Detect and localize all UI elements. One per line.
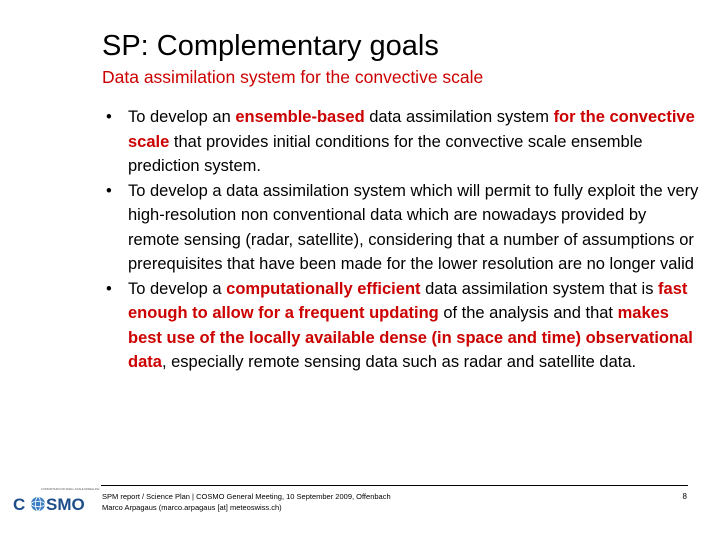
bullet-item — [102, 277, 702, 375]
bullet-text: To develop an — [128, 108, 236, 126]
highlighted-text: computationally efficient — [226, 279, 421, 298]
page-number: 8 — [682, 492, 687, 501]
bullet-text: data assimilation system that is — [420, 279, 659, 298]
highlighted-text: makes best use of the locally available dense (in space and time) observational data — [128, 304, 693, 371]
highlighted-text: ensemble-based — [235, 108, 365, 126]
footer-line-1: SPM report / Science Plan | COSMO General Meeting, 10 September 2009, Offenbach — [102, 492, 391, 501]
bullet-marker: • — [106, 279, 112, 298]
logo-tagline: CONSORTIUM FOR SMALL-SCALE MODELLING — [41, 488, 100, 491]
bullet-text: of the analysis and that — [438, 304, 618, 322]
bullet-text: To develop a data assimilation system which will permit to fully exploit the very high-resolution non conventional data which are nowadays provided by remote sensing (radar, satellite), considering that a number of assumptions or prerequisites that have been made for the lower resolution are no longer valid — [128, 181, 699, 273]
bullet-item — [102, 179, 702, 277]
slide-title: SP: Complementary goals — [102, 30, 439, 62]
footer-line-2: Marco Arpagaus (marco.arpagaus [at] meteoswiss.ch) — [102, 503, 282, 512]
slide-subtitle: Data assimilation system for the convective scale — [102, 67, 484, 87]
logo-wordmark: SMO — [46, 495, 85, 514]
bullet-item — [102, 105, 702, 179]
highlighted-text: for the convective scale — [128, 108, 695, 151]
footer-divider — [101, 485, 688, 486]
globe-icon — [31, 497, 45, 511]
bullet-text: , especially remote sensing data such as radar and satellite data. — [161, 353, 637, 371]
bullet-text: that provides initial conditions for the convective scale ensemble prediction system. — [128, 132, 643, 175]
footer — [102, 491, 391, 513]
cosmo-logo — [11, 485, 100, 515]
bullet-marker: • — [106, 181, 112, 200]
bullet-text: To develop a — [128, 279, 227, 298]
logo-letter-c: C — [13, 495, 26, 514]
bullet-marker: • — [106, 108, 112, 126]
bullet-text: data assimilation system — [364, 108, 554, 126]
bullet-list — [102, 105, 702, 375]
highlighted-text: fast enough to allow for a frequent updating — [128, 279, 688, 322]
